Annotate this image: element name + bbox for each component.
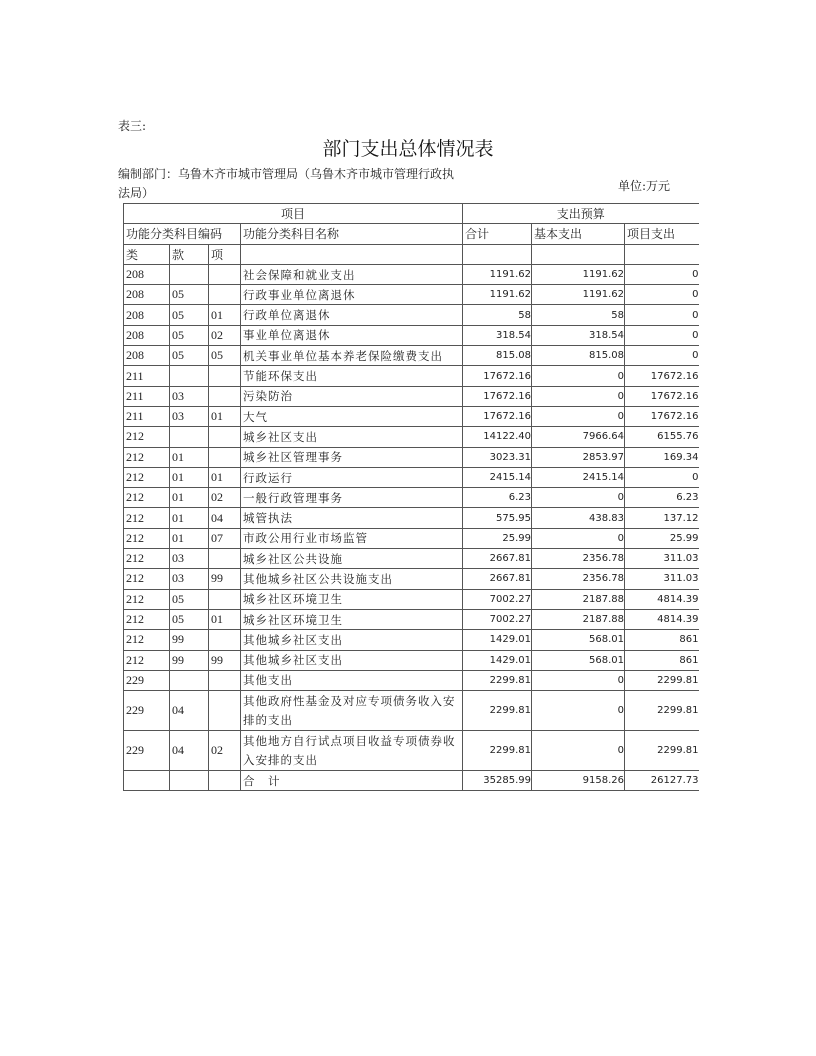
header-project: 项目支出 <box>625 224 699 244</box>
row-lei: 212 <box>124 528 170 548</box>
row-xiang: 01 <box>209 305 241 325</box>
row-kuan: 05 <box>170 589 209 609</box>
table-row <box>124 609 699 629</box>
row-name: 其他城乡社区支出 <box>241 650 463 670</box>
header-blank <box>463 244 532 264</box>
header-blank <box>625 244 699 264</box>
row-kuan: 05 <box>170 305 209 325</box>
table-row <box>124 325 699 345</box>
header-code-group: 功能分类科目编码 <box>124 224 241 244</box>
row-lei: 212 <box>124 467 170 487</box>
row-project: 17672.16 <box>625 386 699 406</box>
row-project: 311.03 <box>625 549 699 569</box>
row-project: 0 <box>625 467 699 487</box>
row-lei: 208 <box>124 346 170 366</box>
row-basic: 438.83 <box>532 508 625 528</box>
row-xiang <box>209 670 241 690</box>
row-name: 城乡社区环境卫生 <box>241 589 463 609</box>
row-kuan: 01 <box>170 508 209 528</box>
row-basic: 2415.14 <box>532 467 625 487</box>
row-xiang <box>209 691 241 731</box>
row-kuan: 03 <box>170 549 209 569</box>
row-total: 2667.81 <box>463 569 532 589</box>
row-kuan: 05 <box>170 346 209 366</box>
row-xiang <box>209 549 241 569</box>
table-row <box>124 569 699 589</box>
row-project: 0 <box>625 264 699 284</box>
table-row <box>124 589 699 609</box>
row-kuan: 01 <box>170 447 209 467</box>
row-lei: 208 <box>124 305 170 325</box>
row-total: 14122.40 <box>463 427 532 447</box>
row-basic: 0 <box>532 528 625 548</box>
table-row <box>124 427 699 447</box>
row-basic: 2853.97 <box>532 447 625 467</box>
row-kuan: 04 <box>170 691 209 731</box>
row-name: 其他城乡社区公共设施支出 <box>241 569 463 589</box>
table-row <box>124 447 699 467</box>
table-row <box>124 386 699 406</box>
row-total: 1429.01 <box>463 630 532 650</box>
row-xiang: 01 <box>209 406 241 426</box>
row-kuan: 03 <box>170 406 209 426</box>
row-lei: 212 <box>124 650 170 670</box>
table-row <box>124 467 699 487</box>
department-text: 编制部门：乌鲁木齐市城市管理局（乌鲁木齐市城市管理行政执法局） <box>118 167 455 200</box>
row-basic: 318.54 <box>532 325 625 345</box>
total-blank <box>124 771 170 791</box>
row-total: 17672.16 <box>463 366 532 386</box>
row-name: 污染防治 <box>241 386 463 406</box>
row-lei: 229 <box>124 731 170 771</box>
header-lei: 类 <box>124 244 170 264</box>
row-total: 7002.27 <box>463 609 532 629</box>
row-lei: 208 <box>124 264 170 284</box>
table-row <box>124 528 699 548</box>
row-basic: 58 <box>532 305 625 325</box>
row-basic: 1191.62 <box>532 285 625 305</box>
row-total: 25.99 <box>463 528 532 548</box>
row-total: 3023.31 <box>463 447 532 467</box>
row-project: 6.23 <box>625 488 699 508</box>
row-kuan <box>170 264 209 284</box>
row-total: 1429.01 <box>463 650 532 670</box>
row-project: 861 <box>625 650 699 670</box>
row-name: 社会保障和就业支出 <box>241 264 463 284</box>
row-total: 17672.16 <box>463 406 532 426</box>
table-row <box>124 650 699 670</box>
table-row <box>124 691 699 731</box>
header-name-group: 功能分类科目名称 <box>241 224 463 244</box>
row-total: 575.95 <box>463 508 532 528</box>
row-xiang <box>209 447 241 467</box>
row-kuan: 05 <box>170 609 209 629</box>
row-kuan: 01 <box>170 488 209 508</box>
row-lei: 212 <box>124 569 170 589</box>
row-project: 6155.76 <box>625 427 699 447</box>
row-total: 318.54 <box>463 325 532 345</box>
table-row <box>124 406 699 426</box>
row-lei: 211 <box>124 386 170 406</box>
row-xiang <box>209 285 241 305</box>
row-name: 机关事业单位基本养老保险缴费支出 <box>241 346 463 366</box>
row-kuan <box>170 427 209 447</box>
row-kuan: 99 <box>170 650 209 670</box>
row-project: 2299.81 <box>625 691 699 731</box>
header-budget: 支出预算 <box>463 204 699 224</box>
row-lei: 212 <box>124 609 170 629</box>
row-lei: 212 <box>124 488 170 508</box>
row-basic: 2187.88 <box>532 609 625 629</box>
row-total: 58 <box>463 305 532 325</box>
row-project: 0 <box>625 346 699 366</box>
row-basic: 0 <box>532 366 625 386</box>
row-project: 311.03 <box>625 569 699 589</box>
row-xiang <box>209 427 241 447</box>
row-project: 0 <box>625 285 699 305</box>
row-name: 城乡社区管理事务 <box>241 447 463 467</box>
row-name: 节能环保支出 <box>241 366 463 386</box>
table-row <box>124 488 699 508</box>
row-xiang: 05 <box>209 346 241 366</box>
total-sum: 35285.99 <box>463 771 532 791</box>
total-basic: 9158.26 <box>532 771 625 791</box>
row-basic: 7966.64 <box>532 427 625 447</box>
row-xiang: 02 <box>209 488 241 508</box>
row-xiang <box>209 366 241 386</box>
row-lei: 212 <box>124 427 170 447</box>
row-xiang <box>209 630 241 650</box>
row-xiang: 04 <box>209 508 241 528</box>
row-lei: 212 <box>124 549 170 569</box>
row-lei: 212 <box>124 630 170 650</box>
row-xiang: 99 <box>209 650 241 670</box>
row-total: 2667.81 <box>463 549 532 569</box>
row-xiang: 01 <box>209 467 241 487</box>
table-row <box>124 670 699 690</box>
row-project: 169.34 <box>625 447 699 467</box>
row-xiang: 07 <box>209 528 241 548</box>
row-xiang <box>209 589 241 609</box>
row-xiang <box>209 264 241 284</box>
row-lei: 229 <box>124 691 170 731</box>
header-blank <box>241 244 463 264</box>
row-project: 0 <box>625 325 699 345</box>
row-total: 6.23 <box>463 488 532 508</box>
row-total: 2299.81 <box>463 731 532 771</box>
row-total: 17672.16 <box>463 386 532 406</box>
table-row <box>124 305 699 325</box>
row-basic: 2356.78 <box>532 549 625 569</box>
table-row <box>124 508 699 528</box>
total-blank <box>170 771 209 791</box>
row-kuan: 01 <box>170 528 209 548</box>
row-total: 7002.27 <box>463 589 532 609</box>
row-basic: 568.01 <box>532 630 625 650</box>
row-kuan: 03 <box>170 386 209 406</box>
row-total: 1191.62 <box>463 285 532 305</box>
total-project: 26127.73 <box>625 771 699 791</box>
table-label: 表三: <box>118 119 147 133</box>
row-kuan: 05 <box>170 285 209 305</box>
row-kuan <box>170 366 209 386</box>
row-project: 0 <box>625 305 699 325</box>
row-total: 2415.14 <box>463 467 532 487</box>
row-xiang: 01 <box>209 609 241 629</box>
row-basic: 815.08 <box>532 346 625 366</box>
row-total: 2299.81 <box>463 670 532 690</box>
row-lei: 212 <box>124 447 170 467</box>
row-basic: 2356.78 <box>532 569 625 589</box>
row-name: 其他城乡社区支出 <box>241 630 463 650</box>
row-lei: 208 <box>124 285 170 305</box>
row-name: 行政单位离退休 <box>241 305 463 325</box>
header-kuan: 款 <box>170 244 209 264</box>
row-name: 其他支出 <box>241 670 463 690</box>
row-project: 4814.39 <box>625 589 699 609</box>
row-xiang <box>209 386 241 406</box>
row-basic: 0 <box>532 691 625 731</box>
row-basic: 0 <box>532 406 625 426</box>
header-basic: 基本支出 <box>532 224 625 244</box>
row-project: 2299.81 <box>625 670 699 690</box>
unit-label: 单位:万元 <box>618 179 671 193</box>
header-xiang: 项 <box>209 244 241 264</box>
row-name: 大气 <box>241 406 463 426</box>
row-kuan: 04 <box>170 731 209 771</box>
table-row <box>124 285 699 305</box>
row-basic: 568.01 <box>532 650 625 670</box>
total-label: 合 计 <box>241 771 463 791</box>
row-name: 其他政府性基金及对应专项债务收入安排的支出 <box>241 691 463 731</box>
row-xiang: 99 <box>209 569 241 589</box>
row-name: 城管执法 <box>241 508 463 528</box>
row-lei: 229 <box>124 670 170 690</box>
row-name: 事业单位离退休 <box>241 325 463 345</box>
row-kuan: 01 <box>170 467 209 487</box>
row-project: 861 <box>625 630 699 650</box>
table-row <box>124 549 699 569</box>
row-name: 城乡社区环境卫生 <box>241 609 463 629</box>
row-lei: 212 <box>124 589 170 609</box>
row-project: 2299.81 <box>625 731 699 771</box>
table-row <box>124 731 699 771</box>
row-name: 城乡社区支出 <box>241 427 463 447</box>
row-project: 25.99 <box>625 528 699 548</box>
row-basic: 0 <box>532 731 625 771</box>
row-xiang: 02 <box>209 325 241 345</box>
page-title: 部门支出总体情况表 <box>322 138 494 160</box>
row-kuan: 03 <box>170 569 209 589</box>
header-total: 合计 <box>463 224 532 244</box>
row-kuan <box>170 670 209 690</box>
row-project: 17672.16 <box>625 366 699 386</box>
header-item: 项目 <box>124 204 463 224</box>
row-project: 17672.16 <box>625 406 699 426</box>
row-name: 行政运行 <box>241 467 463 487</box>
row-basic: 0 <box>532 386 625 406</box>
header-blank <box>532 244 625 264</box>
row-total: 2299.81 <box>463 691 532 731</box>
row-total: 1191.62 <box>463 264 532 284</box>
table-row <box>124 346 699 366</box>
row-lei: 208 <box>124 325 170 345</box>
table-row <box>124 630 699 650</box>
row-name: 一般行政管理事务 <box>241 488 463 508</box>
row-lei: 212 <box>124 508 170 528</box>
row-project: 4814.39 <box>625 609 699 629</box>
row-total: 815.08 <box>463 346 532 366</box>
row-xiang: 02 <box>209 731 241 771</box>
row-basic: 1191.62 <box>532 264 625 284</box>
row-lei: 211 <box>124 366 170 386</box>
row-lei: 211 <box>124 406 170 426</box>
table-row <box>124 366 699 386</box>
row-basic: 0 <box>532 670 625 690</box>
row-name: 其他地方自行试点项目收益专项债券收入安排的支出 <box>241 731 463 771</box>
table-row <box>124 264 699 284</box>
row-name: 城乡社区公共设施 <box>241 549 463 569</box>
expenditure-table <box>123 203 699 791</box>
row-basic: 0 <box>532 488 625 508</box>
row-project: 137.12 <box>625 508 699 528</box>
row-kuan: 05 <box>170 325 209 345</box>
row-name: 市政公用行业市场监管 <box>241 528 463 548</box>
row-name: 行政事业单位离退休 <box>241 285 463 305</box>
total-blank <box>209 771 241 791</box>
row-kuan: 99 <box>170 630 209 650</box>
row-basic: 2187.88 <box>532 589 625 609</box>
